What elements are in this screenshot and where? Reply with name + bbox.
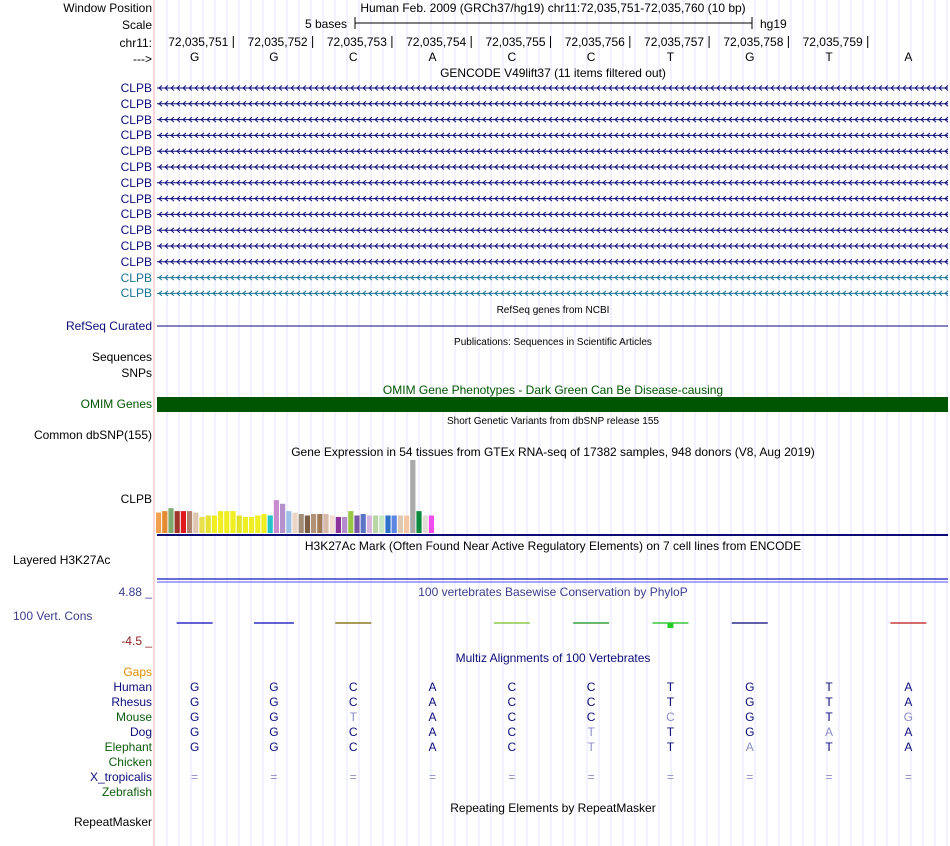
multiz-track-title: Multiz Alignments of 100 Vertebrates: [455, 651, 651, 665]
multiz-base: =: [666, 770, 674, 784]
sequence-base: T: [666, 50, 675, 64]
multiz-base: =: [508, 770, 516, 784]
gencode-transcript-label[interactable]: CLPB: [120, 191, 152, 206]
scale-assembly: hg19: [760, 17, 787, 31]
gtex-bar: [398, 515, 403, 533]
gaps-label[interactable]: Gaps: [123, 665, 152, 679]
multiz-base: G: [745, 680, 755, 694]
omim-track-label[interactable]: OMIM Genes: [80, 397, 152, 411]
window-position-value: Human Feb. 2009 (GRCh37/hg19) chr11:72,035,751-72,035,760 (10 bp): [360, 1, 746, 15]
multiz-base: C: [586, 680, 596, 694]
multiz-base: T: [825, 695, 833, 709]
multiz-base: C: [586, 710, 596, 724]
multiz-base: G: [269, 725, 279, 739]
gtex-bar: [212, 515, 217, 533]
sequence-base: A: [904, 50, 913, 64]
multiz-base: A: [904, 680, 913, 694]
position-label: 72,035,754: [406, 35, 467, 49]
multiz-base: G: [745, 695, 755, 709]
multiz-base: T: [825, 740, 833, 754]
multiz-base: T: [825, 680, 833, 694]
sequences-track-label[interactable]: Sequences: [91, 350, 152, 364]
gtex-bar: [218, 511, 223, 533]
gtex-track-label[interactable]: CLPB: [120, 492, 152, 506]
gtex-bar: [410, 460, 415, 533]
dbsnp-track-title: Short Genetic Variants from dbSNP release 155: [447, 416, 659, 427]
multiz-base: G: [745, 725, 755, 739]
gtex-bar: [342, 517, 347, 533]
multiz-base: =: [746, 770, 754, 784]
multiz-base: A: [904, 725, 913, 739]
multiz-base: =: [825, 770, 833, 784]
multiz-base: C: [348, 725, 358, 739]
refseq-track-label[interactable]: RefSeq Curated: [65, 319, 152, 333]
gtex-bar: [385, 515, 390, 533]
gtex-bar: [168, 508, 173, 533]
publications-track-title: Publications: Sequences in Scientific Articles: [454, 337, 652, 348]
multiz-base: A: [904, 695, 913, 709]
multiz-base: C: [507, 680, 517, 694]
multiz-species-label[interactable]: Mouse: [115, 710, 152, 724]
phylop-max-label: 4.88 _: [118, 585, 152, 599]
gtex-bar: [206, 515, 211, 533]
position-label: 72,035,755: [485, 35, 546, 49]
repeatmasker-track-label[interactable]: RepeatMasker: [73, 815, 152, 829]
dbsnp-track-label[interactable]: Common dbSNP(155): [33, 428, 152, 442]
repeatmasker-track-title: Repeating Elements by RepeatMasker: [450, 801, 656, 815]
gtex-bar: [299, 514, 304, 533]
sequence-base: G: [189, 50, 200, 64]
multiz-base: G: [269, 680, 279, 694]
gtex-bar: [274, 500, 279, 533]
multiz-base: A: [428, 710, 437, 724]
h3k27ac-track-label[interactable]: Layered H3K27Ac: [13, 553, 111, 567]
multiz-base: G: [189, 725, 200, 739]
sequence-base: C: [586, 50, 596, 64]
gtex-bar: [280, 504, 285, 533]
multiz-species-label[interactable]: Dog: [129, 725, 152, 739]
multiz-base: C: [507, 740, 517, 754]
strand-label: --->: [133, 52, 152, 66]
gtex-bar: [354, 515, 359, 533]
gencode-transcript-label[interactable]: CLPB: [120, 270, 152, 285]
chrom-label: chr11:: [119, 36, 152, 50]
multiz-base: =: [349, 770, 357, 784]
gtex-bar: [311, 514, 316, 533]
phylop-score: [667, 623, 673, 628]
gtex-bar: [292, 513, 297, 533]
gtex-bar: [305, 515, 310, 533]
multiz-base: T: [666, 680, 675, 694]
multiz-base: A: [745, 740, 754, 754]
multiz-base: G: [189, 680, 200, 694]
gtex-bar: [175, 511, 180, 533]
position-label: 72,035,759: [802, 35, 863, 49]
gtex-bar: [317, 514, 322, 533]
gencode-transcript-label[interactable]: CLPB: [120, 112, 152, 127]
gtex-bar: [261, 514, 266, 533]
multiz-base: C: [348, 695, 358, 709]
gtex-bar: [429, 515, 434, 533]
multiz-base: G: [745, 710, 755, 724]
gtex-bar: [181, 511, 186, 533]
multiz-species-label[interactable]: Human: [113, 680, 152, 694]
sequence-base: C: [507, 50, 517, 64]
multiz-base: A: [428, 740, 437, 754]
gtex-bar: [237, 515, 242, 533]
gtex-bar: [392, 515, 397, 533]
phylop-track-title: 100 vertebrates Basewise Conservation by PhyloP: [418, 585, 688, 599]
gencode-transcript-label[interactable]: CLPB: [120, 81, 152, 95]
h3k27ac-track-title: H3K27Ac Mark (Often Found Near Active Regulatory Elements) on 7 cell lines from ENCODE: [304, 539, 802, 553]
gtex-bar: [230, 511, 235, 533]
multiz-base: C: [507, 695, 517, 709]
multiz-species-label[interactable]: Zebrafish: [101, 785, 152, 799]
gtex-bar: [255, 515, 260, 533]
multiz-base: T: [587, 740, 595, 754]
gencode-transcript-label[interactable]: CLPB: [120, 160, 152, 174]
gencode-transcript-label[interactable]: CLPB: [120, 128, 152, 143]
sequence-base: T: [825, 50, 833, 64]
multiz-base: G: [269, 695, 279, 709]
gtex-bar: [423, 515, 428, 533]
multiz-base: A: [428, 680, 437, 694]
position-label: 72,035,753: [326, 35, 387, 49]
gtex-bar: [330, 515, 335, 533]
multiz-base: G: [189, 710, 200, 724]
multiz-base: A: [825, 725, 834, 739]
position-label: 72,035,757: [644, 35, 705, 49]
multiz-base: =: [429, 770, 437, 784]
gencode-transcript-label[interactable]: CLPB: [120, 96, 152, 111]
position-label: 72,035,756: [564, 35, 625, 49]
snps-track-label[interactable]: SNPs: [121, 366, 152, 380]
gtex-bar: [379, 515, 384, 533]
multiz-base: G: [903, 710, 914, 724]
gtex-bar: [373, 515, 378, 533]
gencode-transcript-label[interactable]: CLPB: [120, 239, 152, 253]
multiz-base: =: [270, 770, 278, 784]
window-position-label: Window Position: [63, 1, 152, 15]
multiz-base: C: [507, 710, 517, 724]
multiz-base: T: [666, 695, 675, 709]
sequence-base: G: [269, 50, 279, 64]
multiz-base: =: [904, 770, 912, 784]
multiz-base: T: [666, 740, 675, 754]
gtex-bar: [162, 511, 167, 533]
position-label: 72,035,751: [168, 35, 229, 49]
multiz-base: C: [666, 710, 675, 724]
gtex-bar: [243, 517, 248, 533]
phylop-min-label: -4.5 _: [121, 634, 152, 648]
multiz-base: G: [189, 740, 200, 754]
gtex-track-title: Gene Expression in 54 tissues from GTEx RNA-seq of 17382 samples, 948 donors (V8, Aug 2019): [291, 445, 815, 459]
multiz-base: C: [348, 740, 358, 754]
gencode-transcript-label[interactable]: CLPB: [120, 144, 152, 159]
gtex-bar: [156, 513, 161, 533]
omim-track-title: OMIM Gene Phenotypes - Dark Green Can Be Disease-causing: [382, 383, 724, 397]
gencode-transcript-label[interactable]: CLPB: [120, 254, 152, 269]
multiz-base: G: [189, 695, 200, 709]
multiz-base: =: [587, 770, 595, 784]
scale-text: 5 bases: [305, 17, 348, 31]
phylop-track-label[interactable]: 100 Vert. Cons: [13, 609, 93, 623]
gtex-bar: [187, 511, 192, 533]
gtex-bar: [416, 511, 421, 533]
gtex-bar: [268, 515, 273, 533]
multiz-species-label[interactable]: Chicken: [108, 755, 152, 769]
gtex-bar: [323, 514, 328, 533]
sequence-base: C: [348, 50, 358, 64]
multiz-base: G: [269, 740, 279, 754]
multiz-base: C: [507, 725, 517, 739]
gtex-bar: [249, 517, 254, 533]
multiz-species-label[interactable]: Elephant: [104, 740, 152, 754]
multiz-base: =: [191, 770, 199, 784]
gtex-bar: [367, 515, 372, 533]
gtex-bar: [404, 515, 409, 533]
multiz-base: A: [428, 695, 437, 709]
gencode-track-title: GENCODE V49lift37 (11 items filtered out): [440, 66, 666, 80]
gencode-transcript-label[interactable]: CLPB: [120, 207, 152, 222]
sequence-base: G: [745, 50, 755, 64]
gencode-transcript-label[interactable]: CLPB: [120, 223, 152, 238]
multiz-base: A: [904, 740, 913, 754]
omim-bar: [157, 397, 948, 412]
multiz-species-label[interactable]: X_tropicalis: [89, 770, 152, 784]
multiz-base: A: [428, 725, 437, 739]
multiz-base: G: [269, 710, 279, 724]
multiz-base: T: [825, 710, 833, 724]
multiz-base: T: [349, 710, 357, 724]
gtex-bar: [348, 511, 353, 533]
position-label: 72,035,752: [247, 35, 308, 49]
gtex-bar: [193, 513, 198, 533]
gtex-bar: [224, 511, 229, 533]
multiz-base: T: [587, 725, 595, 739]
gtex-bar: [199, 517, 204, 533]
multiz-base: C: [586, 695, 596, 709]
multiz-base: C: [348, 680, 358, 694]
sequence-base: A: [428, 50, 437, 64]
gtex-bar: [286, 511, 291, 533]
scale-label: Scale: [121, 18, 152, 32]
gtex-bar: [361, 514, 366, 533]
gencode-transcript-label[interactable]: CLPB: [120, 286, 152, 301]
gtex-bar: [336, 517, 341, 533]
multiz-species-label[interactable]: Rhesus: [111, 695, 152, 709]
multiz-base: T: [666, 725, 675, 739]
refseq-track-title: RefSeq genes from NCBI: [496, 305, 610, 316]
gencode-transcript-label[interactable]: CLPB: [120, 175, 152, 190]
position-label: 72,035,758: [723, 35, 784, 49]
